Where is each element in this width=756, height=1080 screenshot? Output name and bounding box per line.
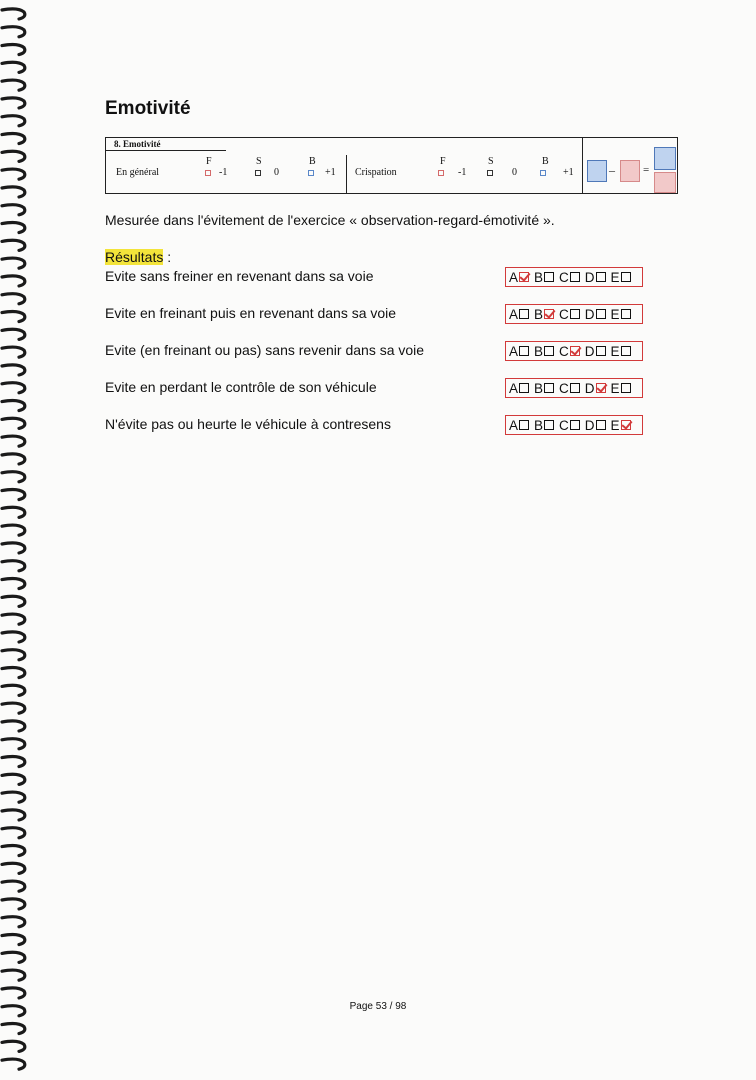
grade-selector — [505, 341, 643, 361]
spiral-ring — [2, 685, 25, 695]
grade-option-b[interactable] — [534, 381, 554, 396]
grade-letter: A — [509, 306, 519, 322]
spiral-ring — [2, 400, 25, 410]
result-row-text: N'évite pas ou heurte le véhicule à contresens — [105, 416, 391, 432]
spiral-ring — [2, 1023, 25, 1033]
spiral-ring — [2, 561, 25, 571]
form-right-checkbox-s — [487, 170, 493, 176]
form-left-value-s: 0 — [274, 167, 279, 178]
spiral-ring — [2, 240, 25, 250]
spiral-ring — [2, 489, 25, 499]
spiral-ring — [2, 739, 25, 749]
grade-letter: A — [509, 417, 519, 433]
spiral-ring — [2, 988, 25, 998]
spiral-ring — [2, 845, 25, 855]
grade-letter: B — [534, 306, 544, 322]
checkbox-empty-icon[interactable] — [621, 272, 631, 282]
form-right-value-s: 0 — [512, 167, 517, 178]
spiral-ring — [2, 222, 25, 232]
grade-option-e[interactable] — [611, 418, 631, 433]
result-row-text: Evite en perdant le contrôle de son véhicule — [105, 379, 377, 395]
form-left-value-f: -1 — [219, 167, 228, 178]
spiral-ring — [2, 311, 25, 321]
spiral-ring — [2, 294, 25, 304]
section-title: Emotivité — [105, 98, 191, 119]
evaluation-form-excerpt — [105, 137, 678, 194]
grade-letter: A — [509, 343, 519, 359]
page-number: Page 53 / 98 — [349, 1001, 407, 1012]
grade-letter: C — [559, 343, 569, 359]
spiral-ring — [2, 27, 25, 37]
checkbox-empty-icon[interactable] — [621, 383, 631, 393]
grade-letter: C — [559, 306, 569, 322]
spiral-ring — [2, 614, 25, 624]
grade-letter: B — [534, 269, 544, 285]
result-row-text: Evite sans freiner en revenant dans sa voie — [105, 268, 374, 284]
grade-letter: D — [584, 380, 595, 396]
grade-option-d[interactable] — [585, 307, 606, 322]
calc-box-pink — [620, 160, 640, 182]
grade-letter: B — [534, 343, 544, 359]
grade-letter: E — [610, 343, 620, 359]
grade-option-a[interactable] — [509, 270, 529, 285]
grade-option-e[interactable] — [611, 270, 631, 285]
grade-letter: D — [584, 269, 595, 285]
calc-box-blue — [587, 160, 607, 182]
calc-result-pink — [654, 172, 676, 193]
grade-letter: D — [584, 306, 595, 322]
grade-option-a[interactable] — [509, 381, 529, 396]
spiral-ring — [2, 98, 25, 108]
form-right-checkbox-f — [438, 170, 444, 176]
checkbox-checked-icon[interactable] — [519, 272, 529, 282]
spiral-ring — [2, 418, 25, 428]
spiral-ring — [2, 970, 25, 980]
grade-option-e[interactable] — [611, 344, 631, 359]
spiral-ring — [2, 952, 25, 962]
spiral-ring — [2, 151, 25, 161]
checkbox-empty-icon[interactable] — [570, 420, 580, 430]
checkbox-empty-icon[interactable] — [596, 346, 606, 356]
grade-option-b[interactable] — [534, 344, 554, 359]
spiral-ring — [2, 436, 25, 446]
grade-option-c[interactable] — [559, 344, 580, 359]
spiral-ring — [2, 774, 25, 784]
spiral-ring — [2, 792, 25, 802]
grade-option-d[interactable] — [585, 418, 606, 433]
spiral-ring — [2, 828, 25, 838]
grade-letter: A — [509, 269, 519, 285]
results-label — [105, 249, 171, 265]
grade-letter: A — [509, 380, 519, 396]
spiral-ring — [2, 810, 25, 820]
form-left-col-f: F — [206, 156, 212, 167]
calc-equals: = — [643, 164, 650, 176]
checkbox-checked-icon[interactable] — [544, 309, 554, 319]
results-colon: : — [163, 249, 172, 265]
checkbox-empty-icon[interactable] — [544, 272, 554, 282]
spiral-ring — [2, 258, 25, 268]
grade-selector — [505, 415, 643, 435]
spiral-ring — [2, 756, 25, 766]
spiral-ring — [2, 578, 25, 588]
spiral-ring — [2, 347, 25, 357]
grade-option-b[interactable] — [534, 418, 554, 433]
grade-letter: E — [610, 417, 620, 433]
form-right-value-b: +1 — [563, 167, 574, 178]
spiral-ring — [2, 454, 25, 464]
form-left-checkbox-s — [255, 170, 261, 176]
grade-letter: C — [559, 380, 569, 396]
checkbox-empty-icon[interactable] — [570, 272, 580, 282]
checkbox-empty-icon[interactable] — [621, 346, 631, 356]
spiral-ring — [2, 383, 25, 393]
grade-letter: E — [610, 380, 620, 396]
checkbox-empty-icon[interactable] — [519, 309, 529, 319]
form-right-col-f: F — [440, 156, 446, 167]
checkbox-empty-icon[interactable] — [570, 383, 580, 393]
spiral-ring — [2, 899, 25, 909]
form-left-col-s: S — [256, 156, 262, 167]
description-paragraph: Mesurée dans l'évitement de l'exercice « observation-regard-émotivité ». — [105, 212, 555, 228]
grade-option-d[interactable] — [585, 270, 606, 285]
form-left-label: En général — [116, 167, 160, 178]
spiral-ring — [2, 44, 25, 54]
spiral-ring — [2, 1059, 25, 1069]
grade-letter: E — [610, 306, 620, 322]
spiral-ring — [2, 187, 25, 197]
spiral-ring — [2, 596, 25, 606]
grade-letter: B — [534, 380, 544, 396]
grade-letter: B — [534, 417, 544, 433]
result-row-text: Evite (en freinant ou pas) sans revenir dans sa voie — [105, 342, 425, 358]
spiral-ring — [2, 934, 25, 944]
spiral-ring — [2, 881, 25, 891]
form-left-checkbox-b — [308, 170, 314, 176]
form-header: 8. Emotivité — [114, 139, 161, 149]
form-right-checkbox-b — [540, 170, 546, 176]
spiral-ring — [2, 205, 25, 215]
form-right-value-f: -1 — [458, 167, 467, 178]
checkbox-checked-icon[interactable] — [596, 383, 606, 393]
spiral-ring — [2, 703, 25, 713]
checkbox-empty-icon[interactable] — [596, 309, 606, 319]
results-highlight: Résultats — [105, 249, 164, 265]
grade-selector — [505, 378, 643, 398]
spiral-ring — [2, 917, 25, 927]
grade-option-a[interactable] — [509, 418, 529, 433]
grade-option-c[interactable] — [559, 381, 580, 396]
grade-option-b[interactable] — [534, 307, 554, 322]
grade-option-c[interactable] — [559, 307, 580, 322]
spiral-ring — [2, 329, 25, 339]
form-header-line — [106, 150, 226, 151]
spiral-ring — [2, 721, 25, 731]
grade-option-a[interactable] — [509, 307, 529, 322]
calc-minus: – — [609, 163, 615, 177]
spiral-ring — [2, 472, 25, 482]
checkbox-empty-icon[interactable] — [544, 420, 554, 430]
grade-letter: C — [559, 269, 569, 285]
grade-letter: D — [584, 417, 595, 433]
spiral-ring — [2, 667, 25, 677]
form-calc-divider — [582, 138, 583, 193]
form-left-value-b: +1 — [325, 167, 336, 178]
checkbox-checked-icon[interactable] — [570, 346, 580, 356]
grade-letter: D — [584, 343, 595, 359]
grade-selector — [505, 304, 643, 324]
spiral-ring — [2, 276, 25, 286]
grade-option-a[interactable] — [509, 344, 529, 359]
spiral-ring — [2, 863, 25, 873]
spiral-binding — [0, 0, 36, 1080]
checkbox-checked-icon[interactable] — [621, 420, 631, 430]
checkbox-empty-icon[interactable] — [519, 346, 529, 356]
checkbox-empty-icon[interactable] — [519, 420, 529, 430]
spiral-ring — [2, 543, 25, 553]
checkbox-empty-icon[interactable] — [596, 272, 606, 282]
spiral-ring — [2, 62, 25, 72]
spiral-ring — [2, 525, 25, 535]
grade-letter: E — [610, 269, 620, 285]
spiral-ring — [2, 133, 25, 143]
grade-option-b[interactable] — [534, 270, 554, 285]
checkbox-empty-icon[interactable] — [544, 383, 554, 393]
checkbox-empty-icon[interactable] — [570, 309, 580, 319]
form-left-checkbox-f — [205, 170, 211, 176]
grade-option-d[interactable] — [585, 381, 606, 396]
grade-letter: C — [559, 417, 569, 433]
grade-option-e[interactable] — [611, 307, 631, 322]
result-row-text: Evite en freinant puis en revenant dans sa voie — [105, 305, 397, 321]
grade-option-c[interactable] — [559, 418, 580, 433]
spiral-ring — [2, 80, 25, 90]
grade-selector — [505, 267, 643, 287]
spiral-ring — [2, 1041, 25, 1051]
spiral-ring — [2, 9, 25, 19]
spiral-ring — [2, 632, 25, 642]
form-mid-divider — [346, 155, 347, 193]
calc-result-blue — [654, 147, 676, 170]
spiral-ring — [2, 365, 25, 375]
spiral-ring — [2, 650, 25, 660]
form-right-label: Crispation — [355, 167, 397, 178]
form-right-col-s: S — [488, 156, 494, 167]
checkbox-empty-icon[interactable] — [519, 383, 529, 393]
form-right-col-b: B — [542, 156, 549, 167]
grade-option-d[interactable] — [585, 344, 606, 359]
checkbox-empty-icon[interactable] — [621, 309, 631, 319]
checkbox-empty-icon[interactable] — [544, 346, 554, 356]
spiral-ring — [2, 116, 25, 126]
grade-option-e[interactable] — [611, 381, 631, 396]
checkbox-empty-icon[interactable] — [596, 420, 606, 430]
form-left-col-b: B — [309, 156, 316, 167]
spiral-ring — [2, 169, 25, 179]
grade-option-c[interactable] — [559, 270, 580, 285]
spiral-ring — [2, 507, 25, 517]
